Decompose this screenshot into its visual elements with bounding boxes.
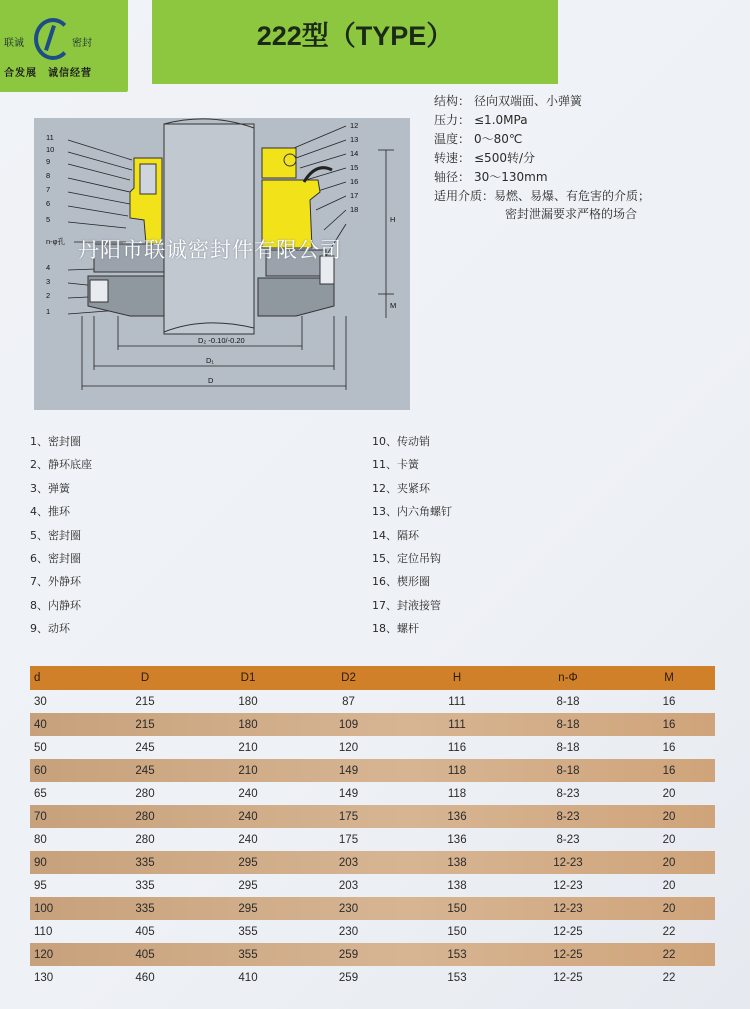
table-cell: 335: [135, 856, 155, 869]
table-cell: 60: [34, 764, 47, 777]
table-cell: 8-18: [556, 718, 580, 731]
table-cell: 405: [135, 925, 155, 938]
table-cell: 100: [34, 902, 54, 915]
spec-value: 0～80℃: [474, 132, 523, 146]
dimension-label-d1: D₁: [206, 356, 214, 365]
table-row: [30, 736, 715, 759]
table-row: [30, 713, 715, 736]
table-cell: 295: [238, 856, 258, 869]
list-item: 8、内静环: [30, 598, 81, 612]
callout-label-15: 15: [350, 163, 359, 172]
table-cell: 295: [238, 902, 258, 915]
table-cell: 110: [34, 925, 53, 938]
table-cell: 355: [238, 948, 258, 961]
callout-label-2: 2: [46, 291, 51, 300]
table-cell: 259: [338, 948, 359, 961]
callout-label-12: 12: [350, 121, 359, 130]
table-cell: 240: [238, 787, 258, 800]
table-cell: 203: [338, 856, 359, 869]
table-cell: 460: [135, 971, 155, 984]
spec-value: 30～130mm: [474, 170, 548, 184]
table-cell: 210: [238, 741, 258, 754]
table-cell: 245: [135, 741, 155, 754]
table-cell: 30: [34, 695, 47, 708]
callout-label-8: 8: [46, 171, 51, 180]
callout-label-18: 18: [350, 205, 359, 214]
company-slogan: 合发展 诚信经营: [4, 68, 92, 79]
table-cell: 22: [662, 948, 676, 961]
table-cell: 20: [662, 833, 676, 846]
table-cell: 20: [662, 787, 676, 800]
table-cell: 138: [447, 856, 467, 869]
table-row: [30, 805, 715, 828]
table-row: [30, 966, 715, 989]
table-cell: 335: [135, 902, 155, 915]
table-cell: 87: [342, 695, 355, 708]
table-cell: 175: [338, 810, 359, 823]
table-cell: 405: [135, 948, 155, 961]
callout-label-1: 1: [46, 307, 51, 316]
spec-speed: [434, 149, 734, 168]
spec-temperature: [434, 130, 734, 149]
table-cell: 12-25: [553, 925, 583, 938]
list-item: 16、楔形圈: [372, 575, 430, 589]
table-cell: 8-18: [556, 764, 580, 777]
column-header: d: [34, 672, 41, 684]
callout-label-9: 9: [46, 157, 51, 166]
list-item: 12、夹紧环: [372, 481, 430, 495]
spec-shaft: [434, 168, 734, 187]
list-item: 10、传动销: [372, 435, 430, 448]
spec-label: 温度：: [434, 132, 471, 146]
table-cell: 149: [338, 787, 359, 800]
parts-list-right: [372, 430, 452, 641]
table-cell: 16: [662, 741, 676, 754]
table-row: [30, 828, 715, 851]
dimension-label-m: M: [390, 301, 397, 310]
table-cell: 111: [448, 695, 466, 708]
table-cell: 215: [135, 718, 155, 731]
callout-label-14: 14: [350, 149, 359, 158]
list-item: 17、封液接管: [372, 598, 441, 612]
table-cell: 175: [338, 833, 359, 846]
table-cell: 149: [338, 764, 359, 777]
logo-text-left: 联诚: [4, 38, 24, 49]
table-cell: 210: [238, 764, 258, 777]
table-cell: 8-23: [556, 810, 580, 823]
table-cell: 16: [662, 695, 676, 708]
table-cell: 130: [34, 971, 54, 984]
table-row: [30, 920, 715, 943]
list-item: 9、动环: [30, 622, 70, 636]
callout-label-17: 17: [350, 191, 359, 200]
spec-label: 适用介质：: [434, 189, 495, 203]
table-row: [30, 851, 715, 874]
table-cell: 65: [34, 787, 47, 800]
spec-value: 径向双端面、小弹簧: [474, 94, 583, 108]
table-cell: 245: [135, 764, 155, 777]
spec-label: 转速：: [434, 151, 471, 165]
table-row: [30, 897, 715, 920]
table-cell: 70: [34, 810, 47, 823]
table-cell: 8-23: [556, 833, 580, 846]
parts-list-left: [30, 430, 92, 641]
dimensions-table: [30, 666, 715, 989]
table-row: [30, 943, 715, 966]
table-cell: 295: [238, 879, 258, 892]
column-header: H: [452, 672, 462, 684]
table-cell: 230: [338, 925, 359, 938]
callout-label-holes: n-φ孔: [46, 237, 66, 246]
list-item: 4、推环: [30, 505, 70, 519]
list-item: 15、定位吊钩: [372, 551, 441, 565]
spec-media-continued: 密封泄漏要求严格的场合: [505, 207, 638, 221]
logo-text-right: 密封: [72, 38, 92, 49]
seal-cross-section-diagram: [34, 118, 410, 410]
table-cell: 153: [447, 971, 467, 984]
table-cell: 240: [238, 810, 258, 823]
column-header: M: [664, 672, 674, 684]
shaft-shape: [164, 124, 254, 334]
table-cell: 16: [662, 718, 676, 731]
spec-value: ≤500转/分: [474, 151, 536, 165]
spec-value: ≤1.0MPa: [474, 113, 528, 127]
spec-label: 轴径：: [434, 170, 471, 184]
table-cell: 80: [34, 833, 47, 846]
callout-label-6: 6: [46, 199, 51, 208]
table-cell: 150: [447, 925, 467, 938]
table-cell: 120: [338, 741, 359, 754]
table-cell: 12-23: [553, 856, 583, 869]
table-cell: 8-18: [556, 741, 580, 754]
list-item: 13、内六角螺钉: [372, 505, 452, 519]
callout-label-5: 5: [46, 215, 51, 224]
company-watermark: 丹阳市联诚密封件有限公司: [78, 238, 342, 262]
table-cell: 90: [34, 856, 47, 869]
table-cell: 259: [338, 971, 359, 984]
table-row: [30, 759, 715, 782]
list-item: 14、隔环: [372, 528, 419, 542]
list-item: 1、密封圈: [30, 435, 81, 448]
table-cell: 8-23: [556, 787, 580, 800]
table-row: [30, 782, 715, 805]
table-cell: 240: [238, 833, 258, 846]
table-cell: 280: [135, 810, 155, 823]
table-cell: 280: [135, 787, 155, 800]
spec-structure: [434, 92, 734, 111]
spec-value: 易燃、易爆、有危害的介质；: [494, 189, 651, 203]
callout-label-16: 16: [350, 177, 359, 186]
table-cell: 50: [34, 741, 47, 754]
table-cell: 12-25: [553, 948, 583, 961]
seal-drawing: [34, 118, 410, 410]
table-cell: 16: [662, 764, 676, 777]
table-cell: 335: [135, 879, 155, 892]
table-cell: 95: [34, 879, 47, 892]
list-item: 3、弹簧: [30, 481, 70, 495]
spec-media: [434, 187, 734, 206]
table-cell: 118: [447, 764, 467, 777]
table-body: [30, 690, 715, 989]
spec-pressure: [434, 111, 734, 130]
table-cell: 203: [338, 879, 359, 892]
spec-list: [434, 92, 734, 223]
company-logo: [0, 0, 128, 92]
page-title: 222型（TYPE）: [256, 21, 454, 51]
table-cell: 138: [447, 879, 467, 892]
table-cell: 136: [447, 810, 467, 823]
list-item: 7、外静环: [30, 575, 81, 589]
table-cell: 12-25: [553, 971, 583, 984]
table-cell: 410: [238, 971, 258, 984]
table-cell: 120: [34, 948, 54, 961]
table-cell: 8-18: [556, 695, 580, 708]
list-item: 2、静环底座: [30, 458, 92, 472]
dimension-label-d2: D₂ -0.10/-0.20: [198, 336, 245, 345]
table-cell: 136: [447, 833, 467, 846]
list-item: 6、密封圈: [30, 551, 81, 565]
table-cell: 118: [447, 787, 467, 800]
table-cell: 22: [662, 925, 676, 938]
table-cell: 150: [447, 902, 467, 915]
list-item: 18、螺杆: [372, 622, 419, 636]
title-banner: [152, 0, 558, 84]
table-cell: 116: [447, 741, 467, 754]
table-cell: 153: [447, 948, 467, 961]
table-cell: 355: [238, 925, 258, 938]
table-cell: 180: [238, 718, 258, 731]
table-cell: 20: [662, 810, 676, 823]
spec-label: 压力：: [434, 113, 471, 127]
logo-mark-icon: [34, 18, 72, 60]
dimension-label-h: H: [390, 215, 396, 224]
spec-label: 结构：: [434, 94, 471, 108]
table-cell: 111: [448, 718, 466, 731]
table-cell: 20: [662, 902, 676, 915]
table-cell: 109: [338, 718, 359, 731]
table-cell: 12-23: [553, 879, 583, 892]
table-row: [30, 874, 715, 897]
table-row: [30, 690, 715, 713]
table-cell: 280: [135, 833, 155, 846]
dimension-label-d: D: [208, 376, 214, 385]
table-header-row: [30, 666, 715, 690]
column-header: D2: [341, 672, 356, 684]
table-cell: 20: [662, 879, 676, 892]
callout-label-10: 10: [46, 145, 55, 154]
table-cell: 20: [662, 856, 676, 869]
column-header: D: [140, 672, 150, 684]
table-cell: 230: [338, 902, 359, 915]
table-cell: 22: [662, 971, 676, 984]
column-header: D1: [240, 672, 256, 684]
table-cell: 215: [135, 695, 155, 708]
list-item: 11、卡簧: [372, 458, 419, 472]
callout-label-11: 11: [46, 133, 54, 142]
table-cell: 180: [238, 695, 258, 708]
callout-label-13: 13: [350, 135, 359, 144]
callout-label-3: 3: [46, 277, 51, 286]
column-header: n-Φ: [558, 672, 578, 684]
table-cell: 40: [34, 718, 47, 731]
list-item: 5、密封圈: [30, 528, 81, 542]
callout-label-4: 4: [46, 263, 51, 272]
table-cell: 12-23: [553, 902, 583, 915]
callout-label-7: 7: [46, 185, 51, 194]
